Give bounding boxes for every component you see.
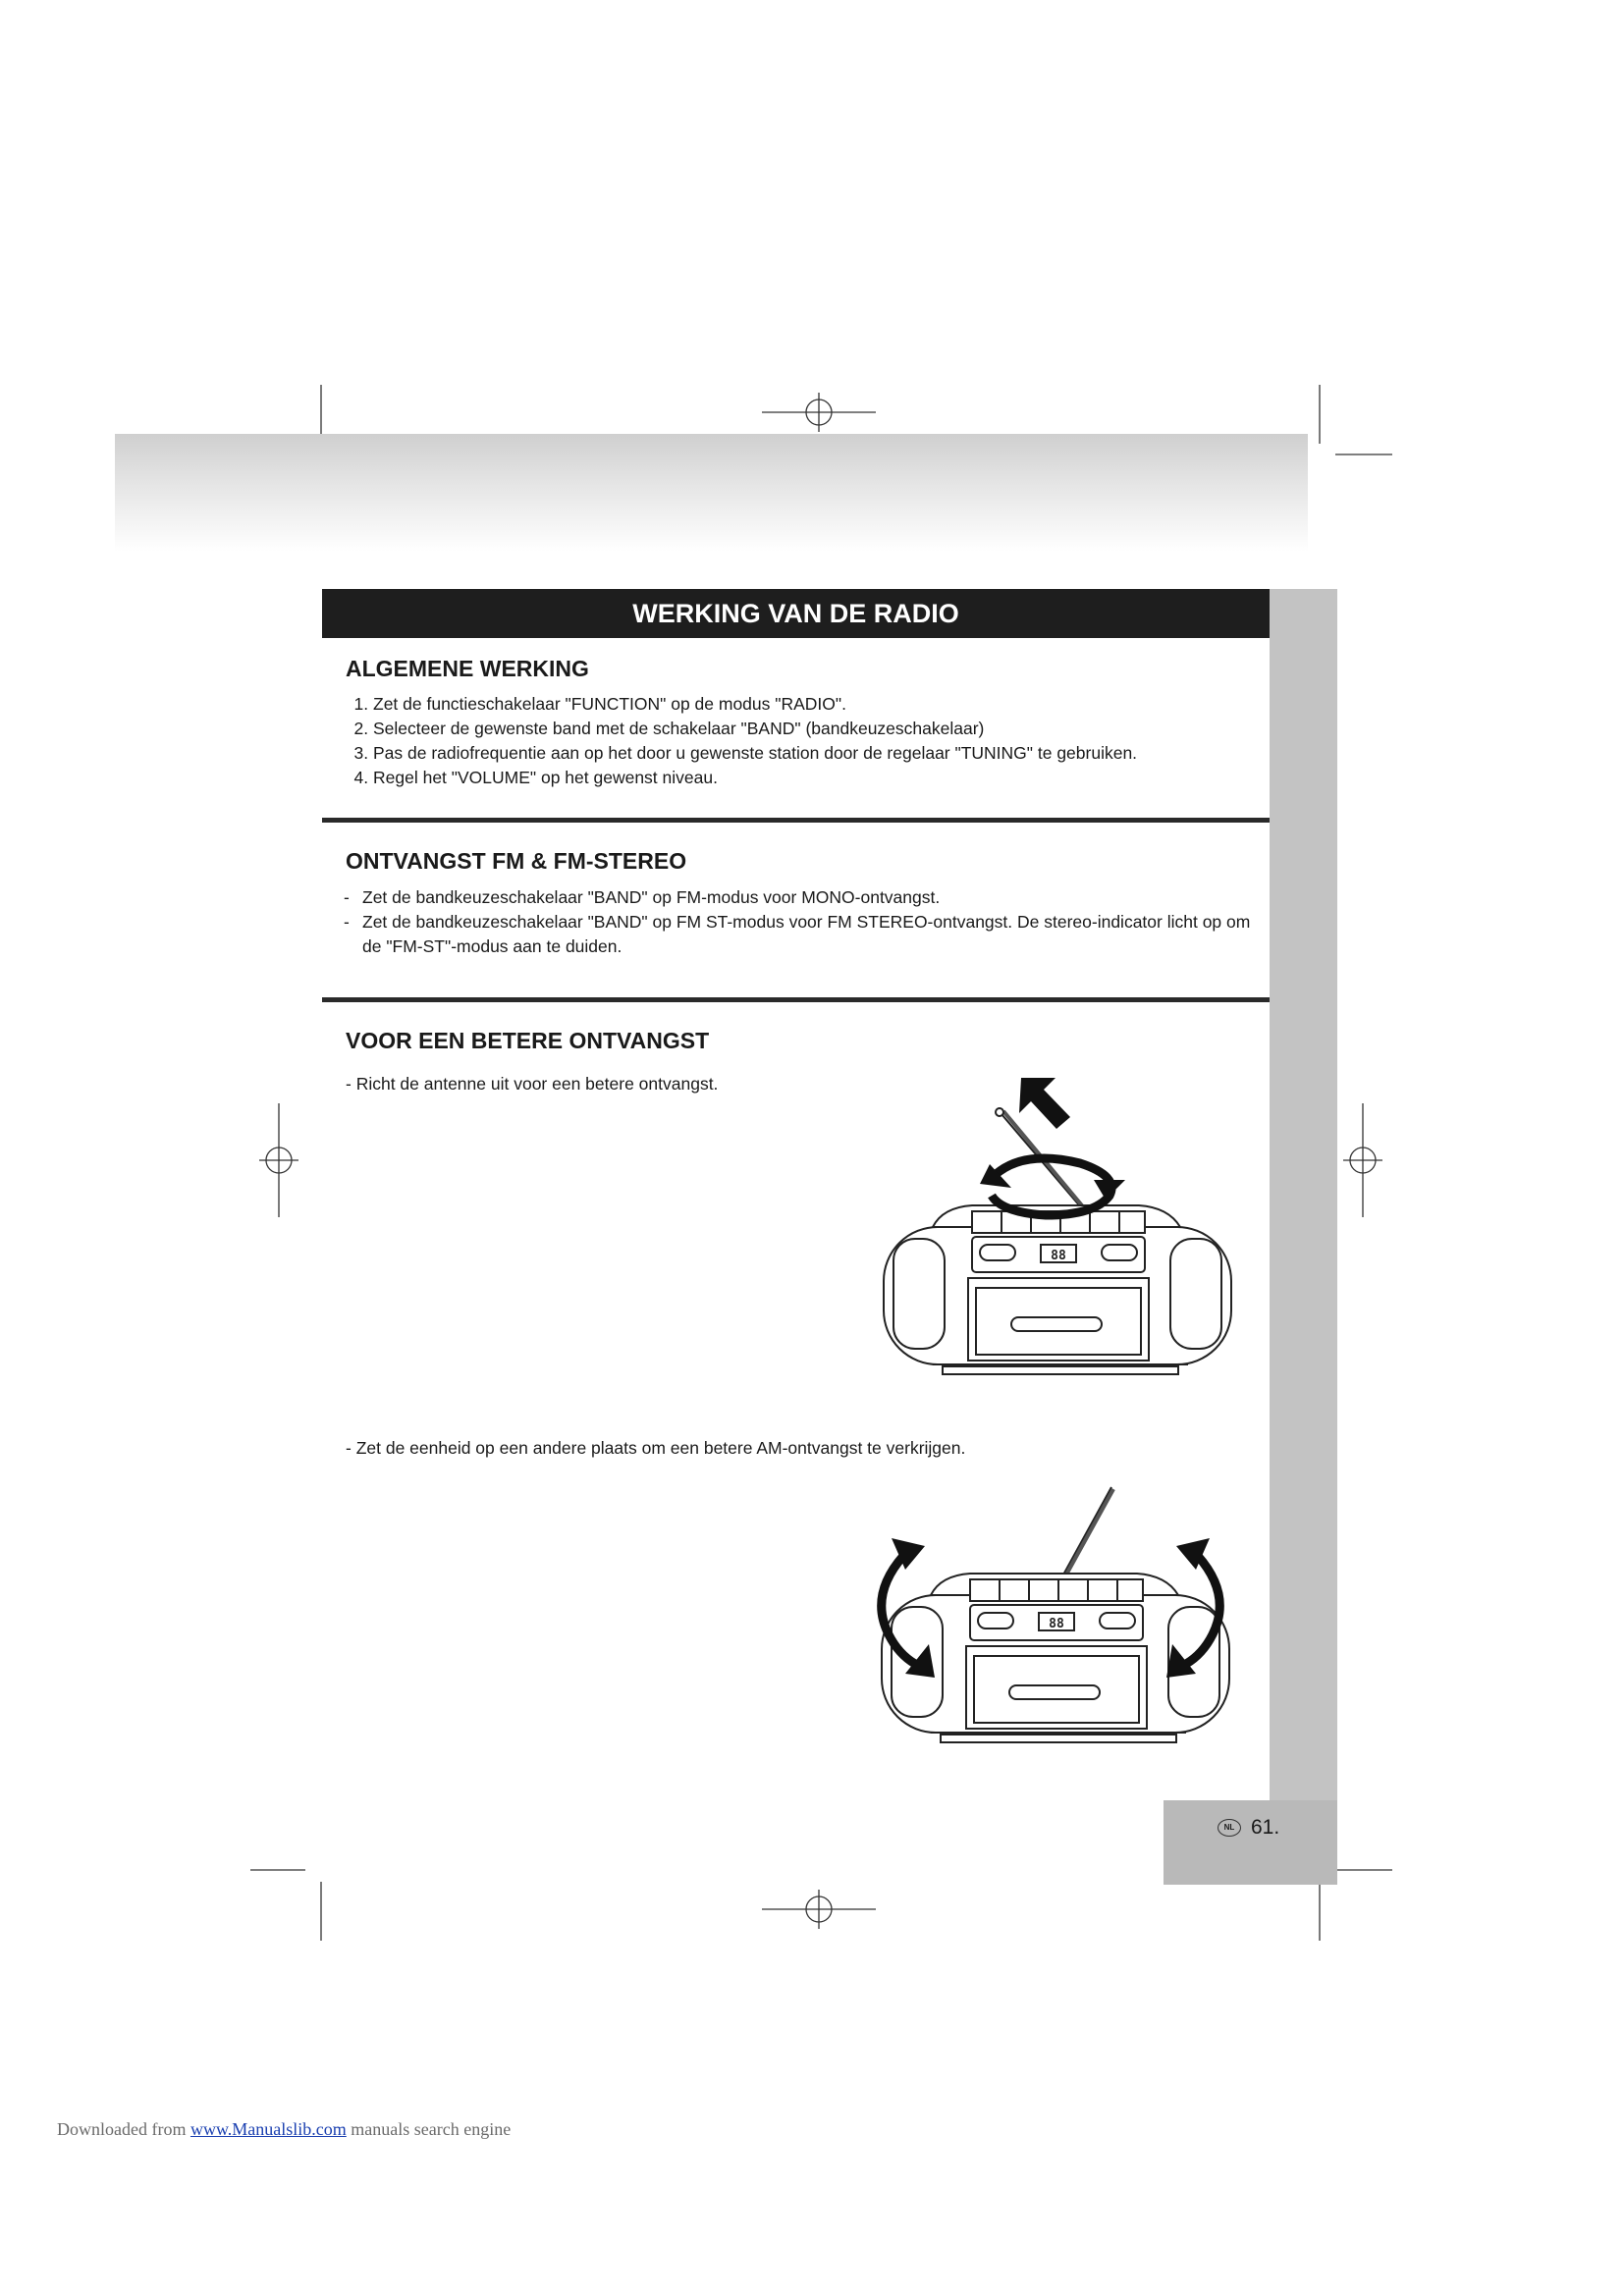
fm-item: - Zet de bandkeuzeschakelaar "BAND" op FM-modus voor MONO-ontvangst. [344, 885, 1252, 910]
side-tab-bar [1270, 589, 1337, 1800]
radio-antenna-illustration [874, 1070, 1247, 1394]
step-item: 2. Selecteer de gewenste band met de schakelaar "BAND" (bandkeuzeschakelaar) [373, 717, 1259, 741]
footer-suffix: manuals search engine [351, 2119, 512, 2139]
display-digits: 88 [1049, 1617, 1064, 1631]
radio-reposition-illustration [854, 1468, 1247, 1762]
footer-prefix: Downloaded from [57, 2119, 187, 2139]
antenna-instruction: - Richt de antenne uit voor een betere ontvangst. [346, 1074, 719, 1094]
section-heading-general: ALGEMENE WERKING [346, 656, 589, 681]
section-heading-fm: ONTVANGST FM & FM-STEREO [346, 848, 687, 874]
fm-item: - Zet de bandkeuzeschakelaar "BAND" op FM ST-modus voor FM STEREO-ontvangst. De stereo-indicator licht op om de "FM-ST"-modus aan te duiden. [344, 910, 1252, 959]
page-number [1218, 1816, 1279, 1840]
step-item: 1. Zet de functieschakelaar "FUNCTION" op de modus "RADIO". [373, 692, 1259, 717]
language-badge: NL [1218, 1819, 1241, 1837]
manualslib-link[interactable]: www.Manualslib.com [189, 2119, 347, 2139]
fm-instructions [344, 885, 1252, 959]
step-item: 3. Pas de radiofrequentie aan op het door u gewenste station door de regelaar "TUNING" te gebruiken. [373, 741, 1259, 766]
step-item: 4. Regel het "VOLUME" op het gewenst niveau. [373, 766, 1259, 790]
display-digits: 88 [1051, 1249, 1066, 1263]
section-divider [322, 997, 1270, 1002]
download-footer [57, 2119, 511, 2140]
general-steps [346, 692, 1259, 790]
section-divider [322, 818, 1270, 823]
section-heading-reception: VOOR EEN BETERE ONTVANGST [346, 1028, 710, 1053]
page-number-text: 61. [1251, 1816, 1280, 1839]
header-gradient-band [115, 434, 1308, 552]
page-number-tab [1164, 1800, 1337, 1885]
page-title: WERKING VAN DE RADIO [322, 589, 1270, 638]
relocate-instruction: - Zet de eenheid op een andere plaats om een betere AM-ontvangst te verkrijgen. [346, 1438, 966, 1458]
